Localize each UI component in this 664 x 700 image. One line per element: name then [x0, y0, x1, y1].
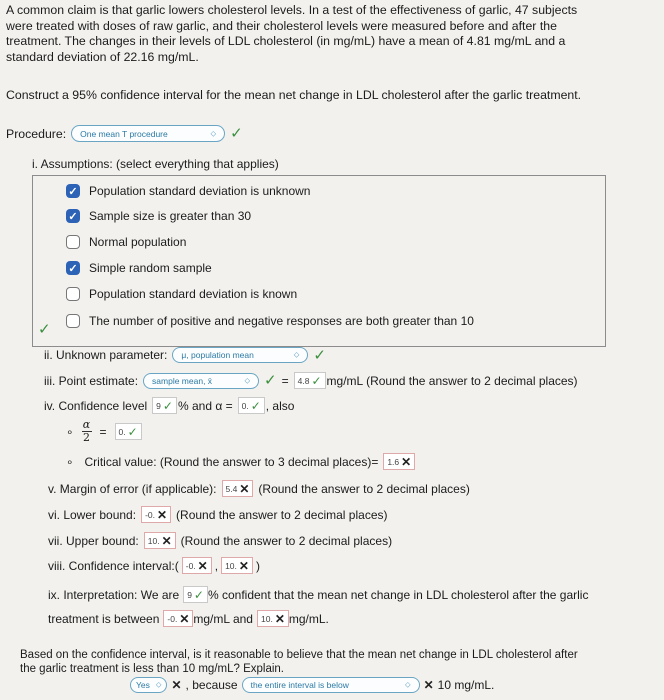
wrong-icon: ✕ [238, 558, 249, 573]
correct-icon: ✓ [230, 125, 243, 142]
wrong-icon: ✕ [179, 611, 190, 626]
point-estimate-row [44, 372, 578, 389]
interval-comma: , [214, 558, 219, 573]
question-line-1: Based on the confidence interval, is it reasonable to believe that the mean net change in LDL cholesterol after [20, 649, 578, 661]
interp-level-input[interactable] [183, 586, 208, 603]
assumption-item[interactable] [66, 209, 251, 223]
upper-suffix: (Round the answer to 2 decimal places) [180, 533, 393, 548]
interval-close: ) [255, 558, 260, 573]
wrong-icon: ✕ [197, 558, 208, 573]
upper-label: vii. Upper bound: [48, 533, 139, 548]
interp-mid: % confident that the mean net change in LDL cholesterol after the garlic [207, 587, 589, 602]
procedure-label: Procedure: [6, 126, 67, 141]
interval-high-value: 10. [225, 560, 237, 571]
critical-value: 1.6 [387, 456, 400, 467]
margin-suffix: (Round the answer to 2 decimal places) [258, 481, 470, 496]
alpha-over-two [82, 419, 92, 444]
correct-icon: ✓ [38, 321, 51, 338]
lower-bound-row [48, 506, 388, 523]
reason-select[interactable] [242, 677, 420, 693]
interp-level-value: 9 [187, 589, 192, 600]
confidence-level-input[interactable] [152, 397, 177, 414]
correct-icon: ✓ [313, 346, 326, 364]
dropdown-icon: ⬦ [404, 680, 411, 689]
assumption-label: Simple random sample [89, 261, 212, 275]
assumption-item[interactable] [66, 235, 186, 249]
interp-low-input[interactable] [163, 610, 193, 627]
correct-icon: ✓ [162, 398, 173, 413]
problem-line-2: were treated with doses of raw garlic, and their cholesterol levels were measured before and after the [6, 18, 557, 33]
conf-suffix: , also [265, 398, 295, 413]
question-line-2: the garlic treatment is less than 10 mg/mL? Explain. [20, 663, 284, 675]
checkbox-checked-icon[interactable]: ✓ [66, 209, 80, 223]
margin-value: 5.4 [225, 483, 238, 494]
alpha-symbol: α [82, 418, 91, 431]
lower-bound-input[interactable] [141, 506, 171, 523]
procedure-row [6, 125, 243, 142]
checkbox-checked-icon[interactable]: ✓ [66, 184, 80, 198]
dropdown-icon: ⬦ [155, 680, 162, 689]
upper-bound-input[interactable] [144, 532, 176, 549]
assumption-item[interactable] [66, 287, 297, 301]
conf-mid: % and α = [177, 398, 233, 413]
procedure-selected: One mean T procedure [80, 128, 168, 139]
alpha-input[interactable] [238, 397, 265, 414]
question-text [20, 648, 650, 676]
assumption-label: Sample size is greater than 30 [89, 209, 252, 223]
assumption-label: Population standard deviation is known [89, 287, 298, 301]
confidence-interval-row [48, 557, 260, 574]
interval-low-value: -0. [185, 560, 196, 571]
interp-end: mg/mL. [288, 611, 329, 626]
upper-bound-row [48, 532, 392, 549]
reason-selected: the entire interval is below [250, 680, 349, 690]
interval-low-input[interactable] [182, 557, 212, 574]
wrong-icon: ✕ [161, 533, 172, 548]
two-symbol: 2 [83, 431, 91, 444]
dropdown-icon: ⬦ [210, 128, 217, 138]
assumption-item[interactable] [66, 314, 474, 328]
wrong-icon: ✕ [171, 678, 182, 692]
assumption-label: The number of positive and negative responses are both greater than 10 [89, 314, 474, 328]
bullet: ∘ [66, 424, 74, 439]
point-selected: sample mean, x̄ [152, 375, 213, 386]
problem-line-1: A common claim is that garlic lowers cholesterol levels. In a test of the effectiveness of garlic, 47 subjects [6, 3, 578, 17]
task-text: Construct a 95% confidence interval for the mean net change in LDL cholesterol after the garlic treatment. [6, 88, 582, 102]
point-value: 4.8 [297, 375, 310, 386]
assumptions-header: i. Assumptions: (select everything that applies) [32, 157, 279, 171]
alpha-half-value: 0. [118, 426, 126, 437]
alpha-value: 0. [241, 400, 249, 411]
wrong-icon: ✕ [423, 678, 434, 692]
assumption-label: Population standard deviation is unknown [89, 184, 311, 198]
assumption-label: Normal population [89, 235, 187, 249]
lower-suffix: (Round the answer to 2 decimal places) [176, 507, 388, 522]
checkbox-checked-icon[interactable]: ✓ [66, 261, 80, 275]
point-estimate-input[interactable] [294, 372, 326, 389]
problem-statement [6, 3, 656, 65]
correct-icon: ✓ [193, 587, 204, 602]
margin-row [48, 480, 470, 497]
lower-value: -0. [145, 509, 155, 520]
yes-no-select[interactable] [130, 677, 167, 693]
bullet: ∘ [66, 454, 74, 469]
equals-sign: = [99, 424, 107, 439]
correct-icon: ✓ [250, 398, 261, 413]
lower-label: vi. Lower bound: [48, 507, 137, 522]
unknown-selected: μ, population mean [181, 350, 254, 360]
point-suffix: mg/mL (Round the answer to 2 decimal places) [326, 373, 578, 388]
assumption-item[interactable] [66, 184, 310, 198]
answer-selected: Yes [136, 680, 150, 690]
correct-icon: ✓ [311, 373, 322, 388]
problem-line-3: treatment. The changes in their levels of LDL cholesterol (in mg/mL) have a mean of 4.81 mg/mL and a [6, 34, 566, 48]
conf-label: iv. Confidence level [44, 398, 148, 413]
interp-high-value: 10. [260, 613, 273, 624]
procedure-select[interactable] [71, 125, 225, 142]
wrong-icon: ✕ [274, 611, 285, 626]
checkbox-unchecked-icon[interactable] [66, 235, 80, 249]
correct-icon: ✓ [264, 372, 277, 389]
interp-high-input[interactable] [257, 610, 289, 627]
critical-label: Critical value: (Round the answer to 3 decimal places)= [84, 454, 379, 469]
dropdown-icon: ⬦ [244, 375, 251, 385]
conf-value: 9 [156, 400, 161, 411]
interpretation-row-2 [48, 610, 329, 627]
point-select[interactable] [143, 373, 259, 389]
interp-line2a: treatment is between [48, 611, 160, 626]
answer-row [130, 677, 494, 693]
unknown-label: ii. Unknown parameter: [44, 348, 168, 362]
problem-line-4: standard deviation of 22.16 mg/mL. [6, 49, 199, 64]
wrong-icon: ✕ [401, 454, 412, 469]
confidence-level-row [44, 397, 294, 414]
alpha-half-input[interactable] [115, 423, 142, 440]
unknown-select[interactable] [172, 347, 308, 363]
interp-label: ix. Interpretation: We are [48, 587, 180, 602]
interp-low-value: -0. [167, 613, 178, 624]
assumption-item[interactable] [66, 261, 212, 275]
critical-value-input[interactable] [383, 453, 415, 470]
correct-icon: ✓ [127, 424, 138, 439]
point-label: iii. Point estimate: [44, 373, 139, 388]
interpretation-row-1 [48, 586, 588, 603]
wrong-icon: ✕ [239, 481, 250, 496]
interval-high-input[interactable] [221, 557, 253, 574]
interp-and: mg/mL and [193, 611, 253, 626]
margin-label: v. Margin of error (if applicable): [48, 481, 217, 496]
wrong-icon: ✕ [156, 507, 168, 522]
equals-sign: = [281, 373, 289, 388]
critical-value-row [66, 453, 415, 470]
because-text: , because [185, 678, 238, 692]
checkbox-unchecked-icon[interactable] [66, 287, 80, 301]
alpha-half-row [66, 419, 142, 444]
reason-tail: 10 mg/mL. [437, 678, 495, 692]
dropdown-icon: ⬦ [293, 350, 300, 359]
upper-value: 10. [147, 535, 160, 546]
interval-label: viii. Confidence interval:( [48, 558, 179, 573]
unknown-parameter-row [44, 347, 326, 363]
margin-input[interactable] [222, 480, 254, 497]
checkbox-unchecked-icon[interactable] [66, 314, 80, 328]
